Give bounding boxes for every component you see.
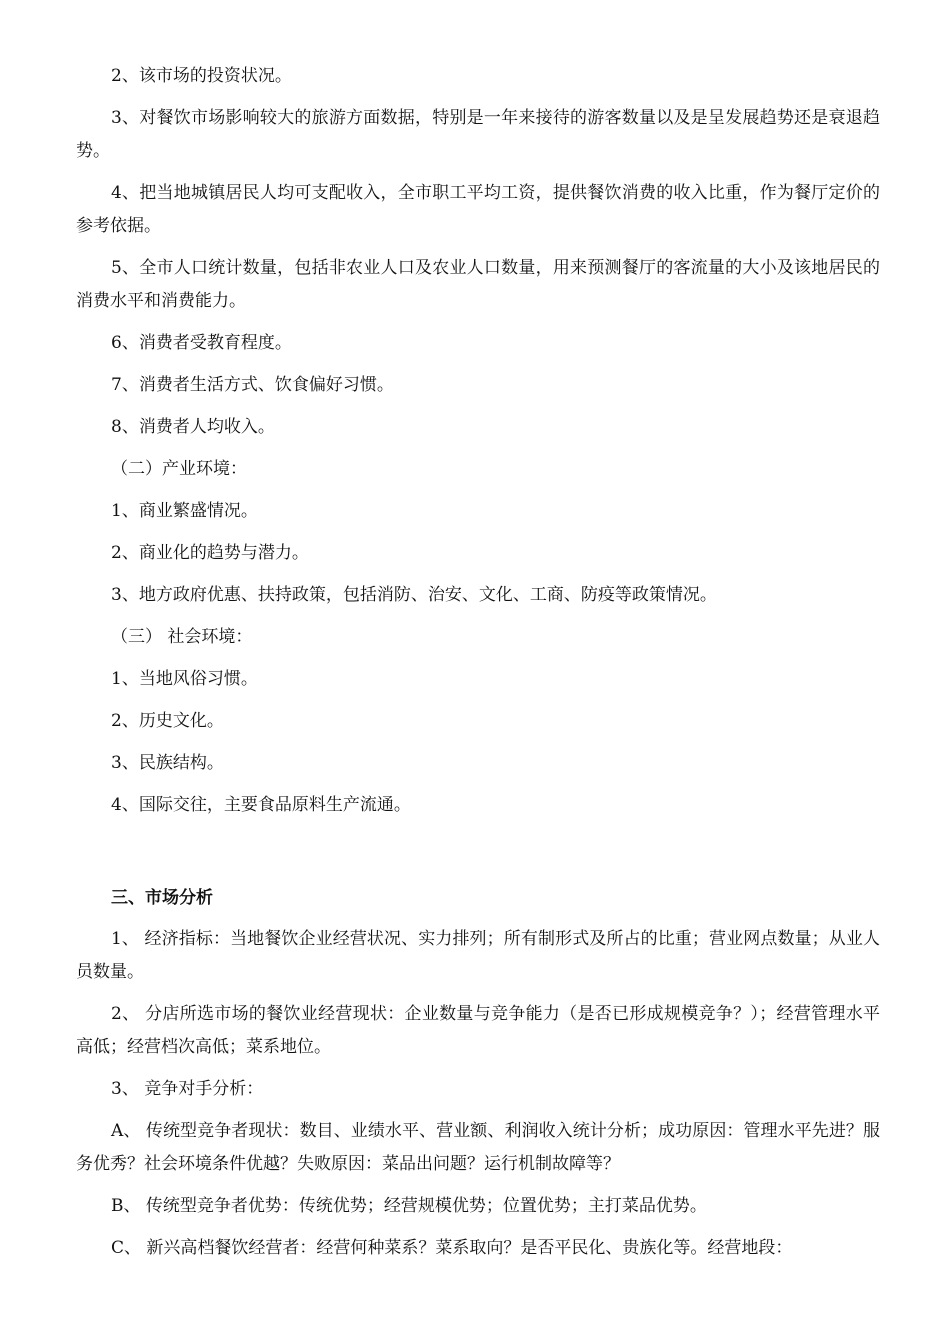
paragraph: A、 传统型竞争者现状：数目、业绩水平、营业额、利润收入统计分析；成功原因：管理水平先进？服务优秀？社会环境条件优越？失败原因：菜品出问题？运行机制故障等？ [76, 1121, 880, 1174]
paragraph: 8、消费者人均收入。 [111, 417, 275, 437]
paragraph: 3、 竞争对手分析： [111, 1079, 264, 1099]
paragraph: 2、商业化的趋势与潜力。 [111, 543, 309, 563]
paragraph: 2、该市场的投资状况。 [111, 66, 292, 86]
paragraph: 4、把当地城镇居民人均可支配收入，全市职工平均工资，提供餐饮消费的收入比重，作为餐厅定价的参考依据。 [76, 183, 880, 236]
document-page [76, 60, 880, 1274]
paragraph: 3、对餐饮市场影响较大的旅游方面数据，特别是一年来接待的游客数量以及是呈发展趋势还是衰退趋势。 [76, 108, 880, 161]
paragraph: 4、国际交往，主要食品原料生产流通。 [111, 795, 411, 815]
paragraph: 7、消费者生活方式、饮食偏好习惯。 [111, 375, 394, 395]
paragraph: 1、商业繁盛情况。 [111, 501, 258, 521]
paragraph: 1、 经济指标：当地餐饮企业经营状况、实力排列；所有制形式及所占的比重；营业网点数量；从业人员数量。 [76, 929, 880, 982]
paragraph: 2、历史文化。 [111, 711, 224, 731]
paragraph: 5、全市人口统计数量，包括非农业人口及农业人口数量，用来预测餐厅的客流量的大小及该地居民的消费水平和消费能力。 [76, 258, 880, 311]
paragraph: C、 新兴高档餐饮经营者：经营何种菜系？菜系取向？是否平民化、贵族化等。经营地段： [111, 1238, 793, 1258]
paragraph: 6、消费者受教育程度。 [111, 333, 292, 353]
paragraph: 3、地方政府优惠、扶持政策，包括消防、治安、文化、工商、防疫等政策情况。 [111, 585, 717, 605]
subsection-title: （三） 社会环境： [111, 627, 253, 647]
section-heading: 三、市场分析 [111, 888, 213, 908]
subsection-title: （二）产业环境： [111, 459, 247, 479]
paragraph: 3、民族结构。 [111, 753, 224, 773]
paragraph: 2、 分店所选市场的餐饮业经营现状：企业数量与竞争能力（是否已形成规模竞争？）；经营管理水平高低；经营档次高低；菜系地位。 [76, 1004, 880, 1057]
paragraph: B、 传统型竞争者优势：传统优势；经营规模优势；位置优势；主打菜品优势。 [111, 1196, 707, 1216]
paragraph: 1、当地风俗习惯。 [111, 669, 258, 689]
